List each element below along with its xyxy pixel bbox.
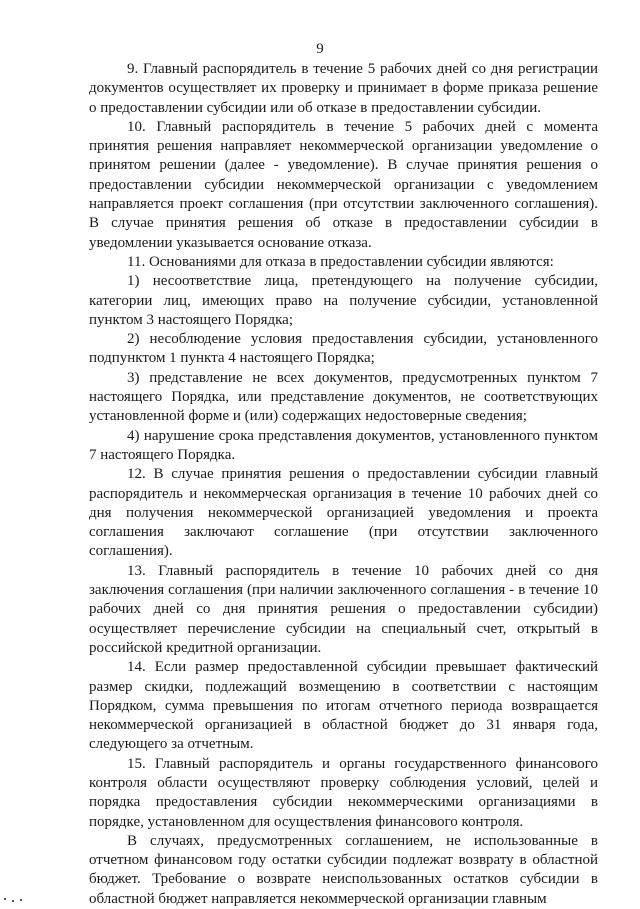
- scan-speck: [4, 898, 6, 900]
- scan-edge-marks: [0, 890, 640, 905]
- paragraph-13: 13. Главный распорядитель в течение 10 рабочих дней со дня заключения соглашения (при наличии заключенного соглашения - в течение 10 рабочих дней со дня принятия решения о предоставлении субсидии) осуществляет перечисление субсидии на специальный счет, открытый в российской кредитной организации.: [89, 562, 598, 656]
- list-item-4: 4) нарушение срока представления документов, установленного пунктом 7 настоящего Порядка.: [89, 427, 598, 463]
- paragraph-12: 12. В случае принятия решения о предоставлении субсидии главный распорядитель и некоммерческая организация в течение 10 рабочих дней со дня получения некоммерческой организацией уведомления и проекта соглашения заключают соглашение (при отсутствии заключенного соглашения).: [89, 466, 598, 560]
- list-item-1: 1) несоответствие лица, претендующего на получение субсидии, категории лиц, имеющих право на получение субсидии, установленной пунктом 3 настоящего Порядка;: [89, 273, 598, 328]
- paragraph-11: 11. Основаниями для отказа в предоставлении субсидии являются:: [127, 253, 554, 270]
- document-body: [89, 60, 598, 909]
- scan-speck: [12, 900, 14, 902]
- paragraph-unused-funds: В случаях, предусмотренных соглашением, не использованные в отчетном финансовом году остатки субсидии подлежат возврату в областной бюджет. Требование о возврате неиспользованных остатков субсидии в областной бюджет направляется некоммерческой организации главным: [89, 832, 598, 907]
- paragraph-10: 10. Главный распорядитель в течение 5 рабочих дней с момента принятия решения направляет некоммерческой организации уведомление о принятом решении (далее - уведомление). В случае принятия решения о предоставлении субсидии некоммерческой организации с уведомлением направляется проект соглашения (при отсутствии заключенного соглашения). В случае принятия решения об отказе в предоставлении субсидии в уведомлении указывается основание отказа.: [89, 118, 598, 251]
- paragraph-9: 9. Главный распорядитель в течение 5 рабочих дней со дня регистрации документов осуществляет их проверку и принимает в форме приказа решение о предоставлении субсидии или об отказе в предоставлении субсидии.: [89, 61, 598, 116]
- paragraph-15: 15. Главный распорядитель и органы государственного финансового контроля области осуществляют проверку соблюдения условий, целей и порядка предоставления субсидии некоммерческими организациями в порядке, установленном для осуществления финансового контроля.: [89, 755, 598, 830]
- list-item-3: 3) представление не всех документов, предусмотренных пунктом 7 настоящего Порядка, или представление документов, не соответствующих установленной форме и (или) содержащих недостоверные сведения;: [89, 369, 598, 425]
- list-item-2: 2) несоблюдение условия предоставления субсидии, установленного подпунктом 1 пункта 4 настоящего Порядка;: [89, 331, 598, 367]
- scan-speck: [20, 899, 22, 901]
- paragraph-14: 14. Если размер предоставленной субсидии превышает фактический размер скидки, подлежащий возмещению в соответствии с настоящим Порядком, сумма превышения по итогам отчетного периода возвращается некоммерческой организацией в областной бюджет до 31 января года, следующего за отчетным.: [89, 659, 598, 753]
- page-number: 9: [316, 41, 324, 57]
